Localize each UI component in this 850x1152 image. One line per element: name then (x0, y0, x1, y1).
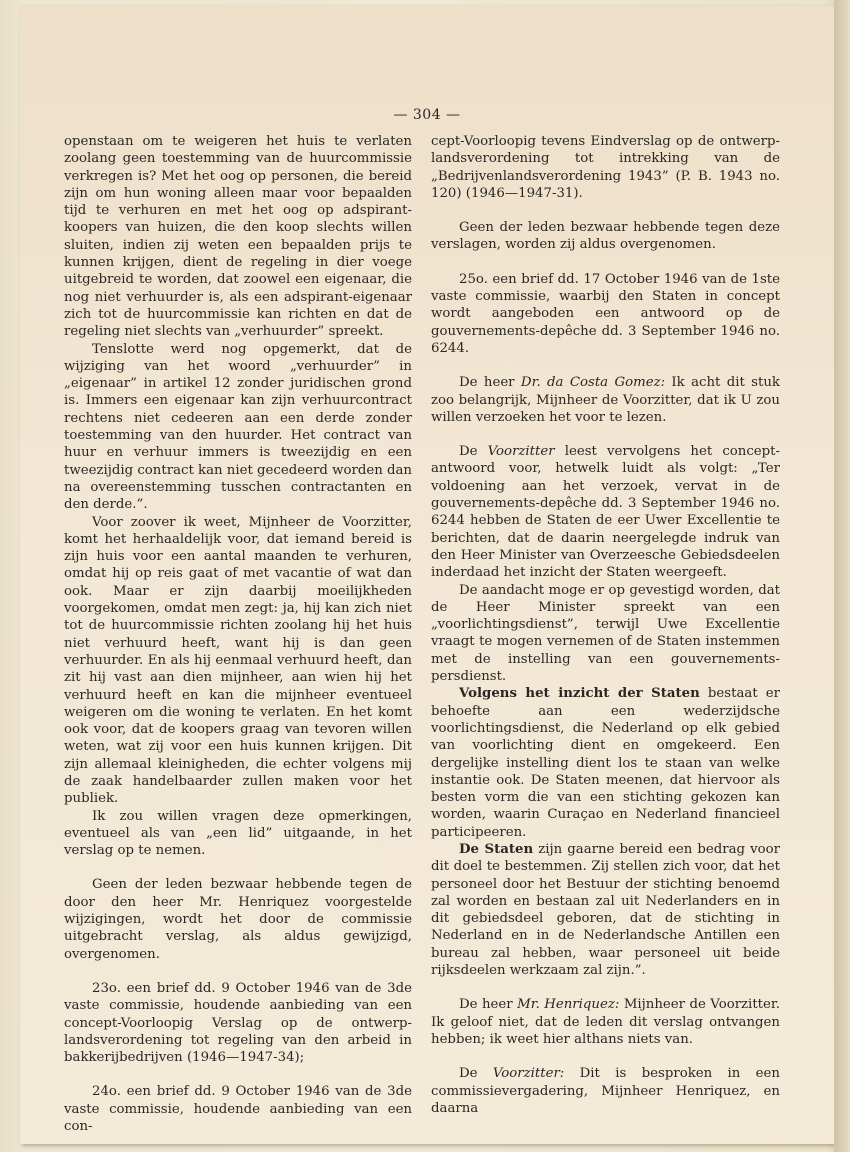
right-column (431, 133, 780, 1117)
speaker-name: Dr. da Costa Gomez: (520, 375, 666, 391)
paragraph: Tenslotte werd nog opgemerkt, dat de wijziging van het woord „verhuurder” in „eigenaar” in artikel 12 zonder juridischen grond is. Immers een eigenaar kan zijn verhuurcontract rechtens niet cedeeren aan een derde zonder toestemming van den huurder. Het contract van huur en verhuur immers is tweezijdig en een tweezijdig contract kan niet gecedeerd worden dan na overeenstemming tusschen contractanten en den derde.”. (64, 341, 412, 513)
page-edge (834, 0, 850, 1152)
speaker-prefix: De heer (459, 997, 513, 1013)
paragraph-text: bestaat er behoefte aan een wederzijdsche voorlichtingsdienst, die Nederland op elk gebied van voorlichting dient en omgekeerd. Een dergelijke instelling dient los te staan van welke instantie ook. De Staten meenen, dat hiervoor als besten vorm die van een stichting gekozen kan worden, waarin Curaçao en Nederland financieel participeeren. (431, 686, 780, 840)
paragraph: Geen der leden bezwaar hebbende tegen deze verslagen, worden zij aldus overgenomen. (431, 220, 780, 253)
paragraph-text: zijn gaarne bereid een bedrag voor dit doel te bestemmen. Zij stellen zich voor, dat het personeel door het Bestuur der stichting benoemd zal worden en bestaan zal uit Nederlanders en in dit gebiedsdeel geboren, dat de stichting in Nederland en in de Nederlandsche Antillen een bureau zal hebben, waar personeel uit beide rijksdeelen werkzaam zal zijn.”. (431, 841, 781, 979)
paragraph: Geen der leden bezwaar hebbende tegen de door den heer Mr. Henriquez voorgestelde wijzigingen, wordt het door de commissie uitgebracht verslag, als aldus gewijzigd, overgenomen. (64, 877, 412, 962)
speaker-name: Voorzitter: (492, 1066, 565, 1082)
paragraph (431, 996, 780, 1048)
paragraph: Ik zou willen vragen deze opmerkingen, eventueel als van „een lid” uitgaande, in het verslag op te nemen. (64, 808, 412, 859)
paragraph (431, 443, 780, 581)
speech-text: Ik acht dit stuk zoo belangrijk, Mijnheer de Voorzitter, dat ik U zou willen verzoeken het voor te lezen. (431, 375, 780, 425)
paragraph: openstaan om te weigeren het huis te verlaten zoolang geen toestemming van de huurcommissie verkregen is? Met het oog op personen, die bereid zijn om hun woning alleen maar voor bepaalden tijd te verhuren en met het oog op adspirant-koopers van huizen, die den koop slechts willen sluiten, indien zij weten een bepaalden prijs te kunnen krijgen, dient de regeling in dier voege uitgebreid te worden, dat zoowel een eigenaar, die nog niet verhuurder is, als een adspirant-eigenaar zich tot de huurcommissie kan richten en dat de regeling niet slechts van „verhuurder” spreekt. (64, 134, 412, 340)
paragraph: 23o. een brief dd. 9 October 1946 van de 3de vaste commissie, houdende aanbieding van een concept-Voorloopig Verslag op de ontwerp-landsverordening tot regeling van den arbeid in bakkerijbedrijven (1946—1947-34); (64, 980, 412, 1066)
speech-text: leest vervolgens het concept-antwoord voor, hetwelk luidt als volgt: „Ter voldoening aan het verzoek, vervat in de gouvernements-depêche dd. 3 September 1946 no. 6244 hebben de Staten de eer Uwer Excellentie te berichten, dat de daarin neergelegde indruk van den Heer Minister van Overzeesche Gebiedsdeelen inderdaad het inzicht der Staten weergeeft. (431, 444, 781, 581)
speaker-prefix: De (459, 444, 478, 460)
left-column (64, 133, 412, 1135)
paragraph (431, 374, 780, 426)
speech-text: Dit is besproken in een commissievergadering, Mijnheer Henriquez, en daarna (431, 1066, 780, 1116)
paragraph: cept-Voorloopig tevens Eindverslag op de ontwerp-landsverordening tot intrekking van de „Bedrijvenlandsverordening 1943” (P. B. 1943 no. 120) (1946—1947-31). (431, 134, 780, 201)
page-number: — 304 — (393, 107, 461, 123)
paragraph: 24o. een brief dd. 9 October 1946 van de 3de vaste commissie, houdende aanbieding van een con- (64, 1084, 412, 1135)
paragraph (431, 841, 780, 979)
speaker-prefix: De heer (459, 375, 515, 391)
speaker-prefix: De (459, 1066, 478, 1082)
paragraph (431, 685, 780, 841)
speaker-name: Voorzitter (487, 444, 555, 460)
paragraph (431, 1065, 780, 1117)
bold-phrase: De Staten (459, 841, 534, 857)
speaker-name: Mr. Henriquez: (517, 997, 620, 1013)
paragraph: 25o. een brief dd. 17 October 1946 van de 1ste vaste commissie, waarbij den Staten in concept wordt aangeboden een antwoord op de gouvernements-depêche dd. 3 September 1946 no. 6244. (431, 271, 780, 356)
speech-text: Mijnheer de Voorzitter. Ik geloof niet, dat de leden dit verslag ontvangen hebben; ik weet hier althans niets van. (431, 997, 780, 1047)
bold-phrase: Volgens het inzicht der Staten (459, 686, 700, 702)
paragraph: Voor zoover ik weet, Mijnheer de Voorzitter, komt het herhaaldelijk voor, dat iemand bereid is zijn huis voor een aantal maanden te verhuren, omdat hij op reis gaat of met vacantie of wat dan ook. Maar er zijn daarbij moeilijkheden voorgekomen, omdat men zegt: ja, hij kan zich niet tot de huurcommissie richten zoolang hij het huis niet verhuurd heeft, want hij is dan geen verhuurder. En als hij eenmaal verhuurd heeft, dan zit hij vast aan dien mijnheer, aan wien hij het verhuurd heeft en kan die mijnheer eventueel weigeren om die woning te verlaten. En het komt ook voor, dat de koopers graag van tevoren willen weten, wat zij voor een huis kunnen krijgen. Dit zijn allemaal kleinigheden, die echter volgens mij de zaak handelbaarder zullen maken voor het publiek. (64, 514, 412, 807)
paragraph: De aandacht moge er op gevestigd worden, dat de Heer Minister spreekt van een „voorlichtingsdienst”, terwijl Uwe Excellentie vraagt te mogen vernemen of de Staten instemmen met de instelling van een gouvernements-persdienst. (431, 582, 780, 685)
